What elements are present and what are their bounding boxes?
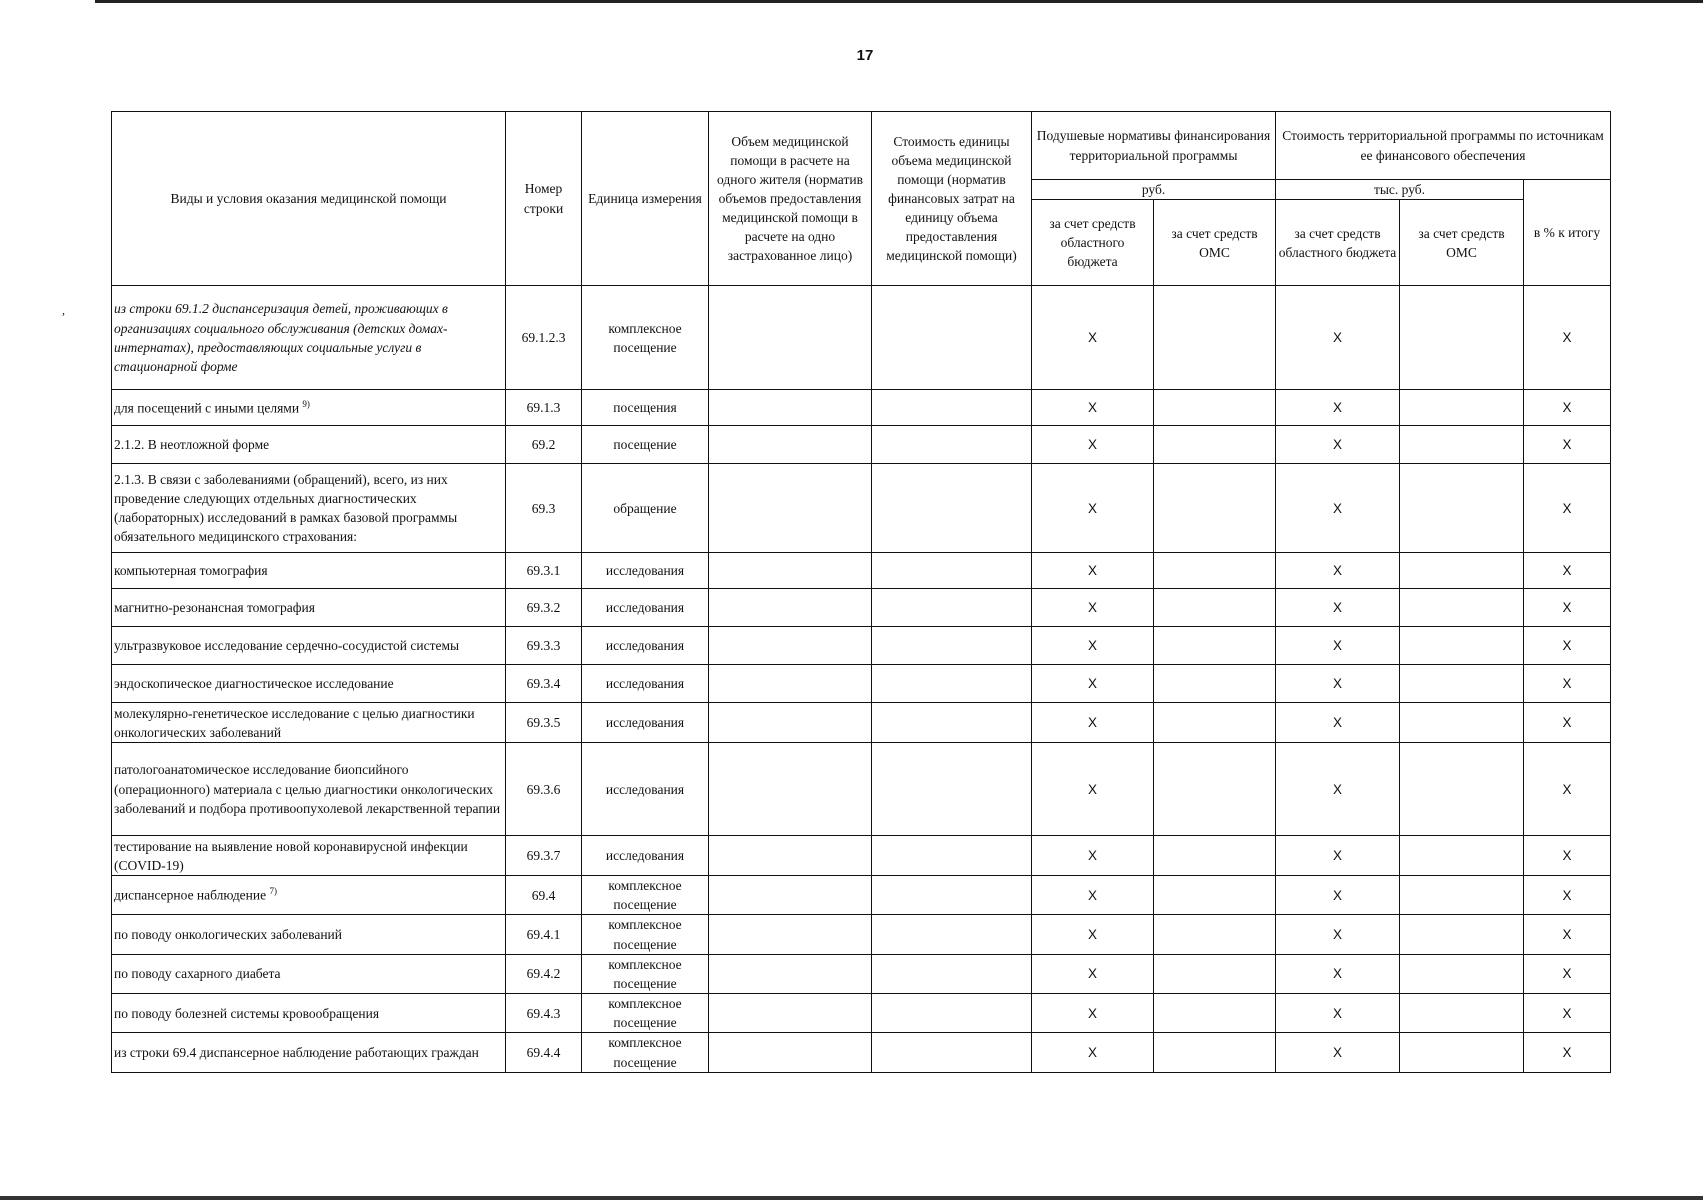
row-unit-cost [872, 703, 1032, 743]
row-percent-of-total: X [1524, 954, 1611, 993]
row-regional-budget-rub: X [1032, 915, 1154, 954]
row-percent-of-total: X [1524, 286, 1611, 390]
row-label-text: по поводу сахарного диабета [114, 966, 281, 982]
row-percent-of-total: X [1524, 915, 1611, 954]
row-label [112, 589, 506, 627]
row-oms-rub [1154, 994, 1276, 1033]
row-label [112, 1033, 506, 1072]
row-unit-cost [872, 743, 1032, 836]
row-label [112, 390, 506, 426]
row-oms-thousand [1400, 743, 1524, 836]
row-oms-thousand [1400, 589, 1524, 627]
row-line-number: 69.3.6 [506, 743, 582, 836]
row-label-text: для посещений с иными целями [114, 400, 300, 416]
header-volume: Объем медицинской помощи в расчете на одного жителя (норматив объемов предоставления медицинской помощи в расчете на одно застрахованное лицо) [709, 112, 872, 286]
row-unit-cost [872, 994, 1032, 1033]
row-percent-of-total: X [1524, 464, 1611, 553]
row-unit-cost [872, 286, 1032, 390]
row-oms-rub [1154, 954, 1276, 993]
row-volume [709, 703, 872, 743]
row-label [112, 627, 506, 665]
row-unit-cost [872, 390, 1032, 426]
row-label-text: по поводу онкологических заболеваний [114, 927, 343, 943]
bottom-border-line [0, 1196, 1703, 1200]
row-oms-rub [1154, 836, 1276, 876]
row-volume [709, 876, 872, 915]
row-volume [709, 553, 872, 589]
row-unit: комплексное посещение [582, 915, 709, 954]
row-percent-of-total: X [1524, 703, 1611, 743]
header-oms-thousand: за счет средств ОМС [1400, 200, 1524, 286]
row-volume [709, 464, 872, 553]
row-volume [709, 627, 872, 665]
header-row-1 [112, 112, 1611, 180]
row-unit: комплексное посещение [582, 286, 709, 390]
row-label-text: молекулярно-генетическое исследование с целью диагностики онкологических заболеваний [114, 705, 475, 740]
header-percent-of-total: в % к итогу [1524, 180, 1611, 286]
row-unit-cost [872, 915, 1032, 954]
row-label [112, 286, 506, 390]
row-line-number: 69.2 [506, 426, 582, 464]
row-percent-of-total: X [1524, 589, 1611, 627]
row-oms-rub [1154, 464, 1276, 553]
row-oms-thousand [1400, 876, 1524, 915]
row-line-number: 69.4.2 [506, 954, 582, 993]
row-label-text: из строки 69.4 диспансерное наблюдение работающих граждан [114, 1044, 479, 1060]
row-unit: комплексное посещение [582, 876, 709, 915]
row-oms-rub [1154, 589, 1276, 627]
row-line-number: 69.3.7 [506, 836, 582, 876]
row-oms-thousand [1400, 1033, 1524, 1072]
row-regional-budget-thousand: X [1276, 994, 1400, 1033]
table-row [112, 627, 1611, 665]
table-row [112, 665, 1611, 703]
row-line-number: 69.4.1 [506, 915, 582, 954]
row-unit-cost [872, 954, 1032, 993]
row-unit-cost [872, 876, 1032, 915]
row-regional-budget-thousand: X [1276, 954, 1400, 993]
header-per-capita-norms: Подушевые нормативы финансирования территориальной программы [1032, 112, 1276, 180]
row-unit: исследования [582, 743, 709, 836]
row-oms-thousand [1400, 915, 1524, 954]
row-unit-cost [872, 836, 1032, 876]
table-row [112, 836, 1611, 876]
row-regional-budget-thousand: X [1276, 589, 1400, 627]
row-line-number: 69.4.3 [506, 994, 582, 1033]
row-label-text: эндоскопическое диагностическое исследование [114, 676, 394, 692]
row-regional-budget-thousand: X [1276, 1033, 1400, 1072]
row-volume [709, 743, 872, 836]
row-volume [709, 665, 872, 703]
row-line-number: 69.3.3 [506, 627, 582, 665]
row-unit: комплексное посещение [582, 1033, 709, 1072]
footnote-marker: 9) [302, 398, 310, 409]
row-label-text: диспансерное наблюдение [114, 887, 267, 903]
row-line-number: 69.3.2 [506, 589, 582, 627]
table-row [112, 915, 1611, 954]
row-label-text: ультразвуковое исследование сердечно-сосудистой системы [114, 638, 460, 654]
row-regional-budget-rub: X [1032, 286, 1154, 390]
row-label [112, 743, 506, 836]
row-oms-rub [1154, 703, 1276, 743]
row-percent-of-total: X [1524, 390, 1611, 426]
row-oms-rub [1154, 286, 1276, 390]
header-unit-cost: Стоимость единицы объема медицинской помощи (норматив финансовых затрат на единицу объема предоставления медицинской помощи) [872, 112, 1032, 286]
header-oms-rub: за счет средств ОМС [1154, 200, 1276, 286]
table-row [112, 743, 1611, 836]
table-row [112, 954, 1611, 993]
row-regional-budget-rub: X [1032, 876, 1154, 915]
header-unit-rub: руб. [1032, 180, 1276, 200]
row-oms-thousand [1400, 954, 1524, 993]
row-oms-rub [1154, 876, 1276, 915]
row-line-number: 69.3.4 [506, 665, 582, 703]
table-row [112, 703, 1611, 743]
row-oms-thousand [1400, 994, 1524, 1033]
row-oms-thousand [1400, 464, 1524, 553]
row-oms-rub [1154, 1033, 1276, 1072]
row-volume [709, 994, 872, 1033]
row-label [112, 426, 506, 464]
row-oms-thousand [1400, 665, 1524, 703]
row-label [112, 703, 506, 743]
header-unit: Единица измерения [582, 112, 709, 286]
table-row [112, 286, 1611, 390]
row-regional-budget-rub: X [1032, 1033, 1154, 1072]
header-line-number: Номер строки [506, 112, 582, 286]
row-label [112, 915, 506, 954]
row-regional-budget-rub: X [1032, 426, 1154, 464]
row-oms-thousand [1400, 390, 1524, 426]
row-regional-budget-rub: X [1032, 390, 1154, 426]
row-oms-rub [1154, 915, 1276, 954]
table-row [112, 994, 1611, 1033]
row-unit: исследования [582, 703, 709, 743]
row-regional-budget-rub: X [1032, 553, 1154, 589]
row-unit-cost [872, 589, 1032, 627]
row-regional-budget-rub: X [1032, 589, 1154, 627]
row-oms-thousand [1400, 703, 1524, 743]
row-percent-of-total: X [1524, 876, 1611, 915]
table-row [112, 464, 1611, 553]
row-oms-thousand [1400, 286, 1524, 390]
row-oms-rub [1154, 627, 1276, 665]
row-percent-of-total: X [1524, 994, 1611, 1033]
row-unit: исследования [582, 589, 709, 627]
row-regional-budget-thousand: X [1276, 743, 1400, 836]
row-regional-budget-thousand: X [1276, 390, 1400, 426]
table-row [112, 876, 1611, 915]
row-regional-budget-thousand: X [1276, 703, 1400, 743]
row-line-number: 69.4 [506, 876, 582, 915]
row-line-number: 69.3.1 [506, 553, 582, 589]
row-regional-budget-thousand: X [1276, 553, 1400, 589]
row-oms-thousand [1400, 553, 1524, 589]
table-row [112, 426, 1611, 464]
row-unit: комплексное посещение [582, 994, 709, 1033]
page-number: 17 [856, 47, 874, 64]
row-unit: посещение [582, 426, 709, 464]
row-oms-rub [1154, 553, 1276, 589]
header-regional-budget-thousand: за счет средств областного бюджета [1276, 200, 1400, 286]
row-regional-budget-thousand: X [1276, 876, 1400, 915]
row-regional-budget-rub: X [1032, 627, 1154, 665]
row-volume [709, 286, 872, 390]
row-line-number: 69.4.4 [506, 1033, 582, 1072]
row-unit-cost [872, 627, 1032, 665]
row-unit-cost [872, 665, 1032, 703]
table-row [112, 1033, 1611, 1072]
row-regional-budget-thousand: X [1276, 627, 1400, 665]
footnote-marker: 7) [269, 886, 277, 897]
row-percent-of-total: X [1524, 836, 1611, 876]
row-regional-budget-rub: X [1032, 464, 1154, 553]
row-volume [709, 426, 872, 464]
table-row [112, 390, 1611, 426]
table-row [112, 553, 1611, 589]
header-regional-budget-rub: за счет средств областного бюджета [1032, 200, 1154, 286]
row-percent-of-total: X [1524, 553, 1611, 589]
row-volume [709, 589, 872, 627]
row-percent-of-total: X [1524, 743, 1611, 836]
row-label [112, 994, 506, 1033]
header-unit-thousand-rub: тыс. руб. [1276, 180, 1524, 200]
row-oms-thousand [1400, 836, 1524, 876]
row-percent-of-total: X [1524, 426, 1611, 464]
table-row [112, 589, 1611, 627]
row-label [112, 553, 506, 589]
row-volume [709, 390, 872, 426]
row-regional-budget-rub: X [1032, 994, 1154, 1033]
row-regional-budget-thousand: X [1276, 836, 1400, 876]
row-label-text: тестирование на выявление новой коронавирусной инфекции (COVID-19) [114, 838, 468, 873]
row-percent-of-total: X [1524, 665, 1611, 703]
row-regional-budget-thousand: X [1276, 286, 1400, 390]
row-oms-rub [1154, 665, 1276, 703]
row-unit: исследования [582, 665, 709, 703]
row-regional-budget-thousand: X [1276, 665, 1400, 703]
row-volume [709, 1033, 872, 1072]
row-line-number: 69.1.2.3 [506, 286, 582, 390]
top-border-line [95, 0, 1703, 3]
row-line-number: 69.3 [506, 464, 582, 553]
row-volume [709, 836, 872, 876]
row-unit-cost [872, 426, 1032, 464]
row-label [112, 665, 506, 703]
row-label-text: 2.1.2. В неотложной форме [114, 437, 270, 453]
row-line-number: 69.1.3 [506, 390, 582, 426]
row-unit: обращение [582, 464, 709, 553]
row-line-number: 69.3.5 [506, 703, 582, 743]
row-oms-rub [1154, 390, 1276, 426]
row-label [112, 836, 506, 876]
row-regional-budget-rub: X [1032, 743, 1154, 836]
row-label [112, 954, 506, 993]
row-oms-thousand [1400, 627, 1524, 665]
row-volume [709, 915, 872, 954]
row-unit: исследования [582, 836, 709, 876]
row-unit: исследования [582, 627, 709, 665]
row-label-text: компьютерная томография [114, 563, 268, 579]
row-oms-rub [1154, 426, 1276, 464]
row-label-text: 2.1.3. В связи с заболеваниями (обращений), всего, из них проведение следующих отдельных диагностических (лабораторных) исследований в рамках базовой программы обязательного медицинского страхования: [114, 471, 458, 545]
row-volume [709, 954, 872, 993]
row-regional-budget-thousand: X [1276, 426, 1400, 464]
row-regional-budget-rub: X [1032, 954, 1154, 993]
row-regional-budget-thousand: X [1276, 915, 1400, 954]
row-label-text: по поводу болезней системы кровообращения [114, 1005, 380, 1021]
row-label [112, 464, 506, 553]
row-label [112, 876, 506, 915]
row-unit: комплексное посещение [582, 954, 709, 993]
row-unit-cost [872, 553, 1032, 589]
row-regional-budget-rub: X [1032, 703, 1154, 743]
row-label-text: патологоанатомическое исследование биопсийного (операционного) материала с целью диагностики онкологических заболеваний и подбора противоопухолевой лекарственной терапии [114, 762, 501, 816]
row-label-text: магнитно-резонансная томография [114, 600, 315, 616]
row-oms-rub [1154, 743, 1276, 836]
header-program-cost: Стоимость территориальной программы по источникам ее финансового обеспечения [1276, 112, 1611, 180]
row-unit: исследования [582, 553, 709, 589]
row-unit-cost [872, 1033, 1032, 1072]
row-regional-budget-thousand: X [1276, 464, 1400, 553]
row-unit: посещения [582, 390, 709, 426]
financing-table [111, 111, 1611, 1073]
row-regional-budget-rub: X [1032, 665, 1154, 703]
stray-mark: , [62, 303, 65, 317]
row-percent-of-total: X [1524, 627, 1611, 665]
row-label-text: из строки 69.1.2 диспансеризация детей, проживающих в организациях социального обслуживания (детских домах-интернатах), предоставляющих социальные услуги в стационарной форме [114, 301, 448, 374]
header-type: Виды и условия оказания медицинской помощи [112, 112, 506, 286]
row-percent-of-total: X [1524, 1033, 1611, 1072]
row-oms-thousand [1400, 426, 1524, 464]
row-unit-cost [872, 464, 1032, 553]
row-regional-budget-rub: X [1032, 836, 1154, 876]
